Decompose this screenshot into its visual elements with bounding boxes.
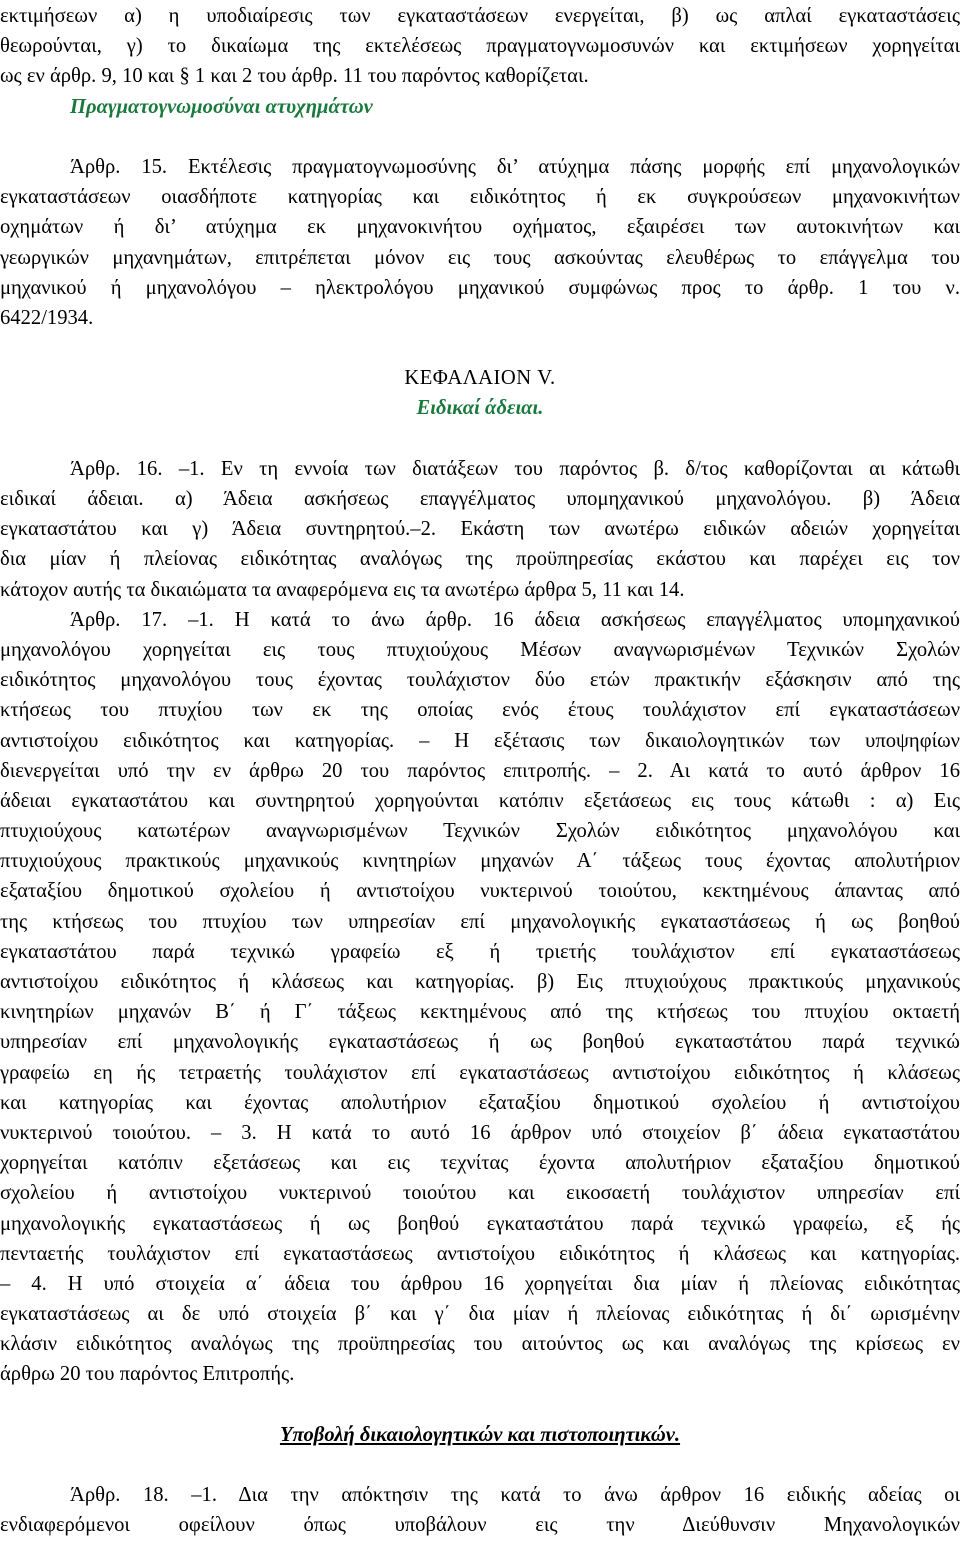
text-line: Άρθρ. 16. –1. Εν τη εννοία των διατάξεων του παρόντος β. δ/τος καθορίζονται αι κάτωθι xyxy=(70,457,960,480)
text-line: άδειαι εγκαταστάτου και συντηρητού χορηγούνται κατόπιν εξετάσεως εις τους κάτωθι : α) Εις xyxy=(0,789,960,812)
text-line: εγκαταστάτου και γ) Άδεια συντηρητού.–2. Εκάστη των ανωτέρω ειδικών αδειών χορηγείται xyxy=(0,518,960,541)
text-line: εγκαταστάτου παρά τεχνικώ γραφείω εξ ή τριετής τουλάχιστον επί εγκαταστάσεως xyxy=(0,940,960,963)
text-line: δια μίαν ή πλείονας ειδικότητας αναλόγως της προϋπηρεσίας εκάστου και παρέχει εις τον xyxy=(0,548,960,571)
text-line: μηχανικού ή μηχανολόγου – ηλεκτρολόγου μηχανικού συμφώνως προς το άρθρ. 1 του ν. xyxy=(0,276,960,299)
text-line: πτυχιούχους κατωτέρων αναγνωρισμένων Τεχνικών Σχολών ειδικότητος μηχανολόγου και xyxy=(0,820,960,843)
text-line: Άρθρ. 18. –1. Δια την απόκτησιν της κατά το άνω άρθρον 16 ειδικής αδείας οι xyxy=(70,1484,960,1507)
blank-line xyxy=(0,122,960,152)
text-line: πενταετής τουλάχιστον επί εγκαταστάσεως αντιστοίχου ειδικότητος ή κλάσεως και κατηγορίας. xyxy=(0,1242,960,1265)
text-line: πτυχιούχους πρακτικούς μηχανικούς κινητηρίων μηχανών Α΄ τάξεως τους έχοντας απολυτήριον xyxy=(0,850,960,873)
text-line: 6422/1934. xyxy=(0,306,94,329)
text-line: εξαταξίου δημοτικού σχολείου ή αντιστοίχου νυκτερινού τοιούτου, κεκτημένους άπαντας από xyxy=(0,880,960,903)
text-line: της κτήσεως του πτυχίου των υπηρεσίαν επί μηχανολογικής εγκαταστάσεως ή ως βοηθού xyxy=(0,910,960,933)
text-line: εγκαταστάσεως αι δε υπό στοιχεία β΄ και γ΄ δια μίαν ή πλείονας ειδικότητας ή δι΄ ωρισμένην xyxy=(0,1303,960,1326)
text-line: χορηγείται κατόπιν εξετάσεως και εις τεχνίτας έχοντα απολυτήριον εξαταξίου δημοτικού xyxy=(0,1152,960,1175)
blank-line xyxy=(0,1390,960,1420)
text-line: ΚΕΦΑΛΑΙΟΝ V. xyxy=(404,367,556,390)
text-line: θεωρούνται, γ) το δικαίωμα της εκτελέσεως πραγματογνωμοσυνών και εκτιμήσεων χορηγείται xyxy=(0,35,960,58)
text-line: κινητηρίων μηχανών Β΄ ή Γ΄ τάξεως κεκτημένους από της κτήσεως του πτυχίου οκταετή xyxy=(0,1001,960,1024)
text-line: ειδικαί άδειαι. α) Άδεια ασκήσεως επαγγέλματος υπομηχανικού μηχανολόγου. β) Άδεια xyxy=(0,488,960,510)
text-line: νυκτερινού τοιούτου. – 3. Η κατά το αυτό 16 άρθρον υπό στοιχείον β΄ άδεια εγκαταστάτου xyxy=(0,1121,960,1144)
blank-line xyxy=(0,424,960,454)
text-line: κλάσιν ειδικότητος αναλόγως της προϋπηρεσίας του αιτούντος ως και αναλόγως της κρίσεως εν xyxy=(0,1333,960,1356)
text-line: διενεργείται υπό την εν άρθρω 20 του παρόντος επιτροπής. – 2. Αι κατά το αυτό άρθρον 16 xyxy=(0,759,960,782)
text-line: γραφείω εη ής τετραετής τουλάχιστον επί εγκαταστάσεως αντιστοίχου ειδικότητος ή κλάσεως xyxy=(0,1061,960,1084)
text-line: – 4. Η υπό στοιχεία α΄ άδεια του άρθρου 16 χορηγείται δια μίαν ή πλείονας ειδικότητας xyxy=(0,1272,960,1295)
blank-line xyxy=(0,333,960,363)
text-line: ειδικότητος μηχανολόγου τους έχοντας τουλάχιστον δύο ετών πρακτικήν εξάσκησιν από της xyxy=(0,669,960,692)
text-line: σχολείου ή αντιστοίχου νυκτερινού τοιούτου και εικοσαετή τουλάχιστον υπηρεσίαν επί xyxy=(0,1182,960,1205)
text-line: κάτοχον αυτής τα δικαιώματα τα αναφερόμενα εις τα ανωτέρω άρθρα 5, 11 και 14. xyxy=(0,578,685,601)
text-line: ενδιαφερόμενοι οφείλουν όπως υποβάλουν εις την Διεύθυνσιν Μηχανολογικών xyxy=(0,1514,960,1537)
text-line: Ειδικαί άδειαι. xyxy=(416,397,544,420)
text-line: αντιστοίχου ειδικότητος και κατηγορίας. – Η εξέτασις των δικαιολογητικών των υποψηφίων xyxy=(0,729,960,752)
text-line: Υποβολή δικαιολογητικών και πιστοποιητικών. xyxy=(279,1423,681,1446)
text-line: μηχανολόγου χορηγείται εις τους πτυχιούχους Μέσων αναγνωρισμένων Τεχνικών Σχολών xyxy=(0,638,960,661)
text-line: Πραγματογνωμοσύναι ατυχημάτων xyxy=(70,95,373,118)
text-line: Άρθρ. 15. Εκτέλεσις πραγματογνωμοσύνης δι’ ατύχημα πάσης μορφής επί μηχανολογικών xyxy=(70,155,960,178)
text-line: Άρθρ. 17. –1. Η κατά το άνω άρθρ. 16 άδεια ασκήσεως επαγγέλματος υπομηχανικού xyxy=(70,608,960,631)
text-line: ως εν άρθρ. 9, 10 και § 1 και 2 του άρθρ. 11 του παρόντος καθορίζεται. xyxy=(0,65,589,88)
text-line: αντιστοίχου ειδικότητος ή κλάσεως και κατηγορίας. β) Εις πτυχιούχους πρακτικούς μηχανικούς xyxy=(0,971,960,993)
text-line: και κατηγορίας και έχοντας απολυτήριον εξαταξίου δημοτικού σχολείου ή αντιστοίχου xyxy=(0,1091,960,1114)
text-line: εγκαταστάσεων οιασδήποτε κατηγορίας και ειδικότητος ή εκ συγκρούσεων μηχανοκινήτων xyxy=(0,186,960,209)
text-line: οχημάτων ή δι’ ατύχημα εκ μηχανοκινήτου οχήματος, εξαιρέσει των αυτοκινήτων και xyxy=(0,216,960,239)
text-line: μηχανολογικής εγκαταστάσεως ή ως βοηθού εγκαταστάτου παρά τεχνικώ γραφείω, εξ ής xyxy=(0,1212,960,1235)
text-line: άρθρω 20 του παρόντος Επιτροπής. xyxy=(0,1363,295,1386)
text-line: εκτιμήσεων α) η υποδιαίρεσις των εγκαταστάσεων ενεργείται, β) ως απλαί εγκαταστάσεις xyxy=(0,5,960,27)
blank-line xyxy=(0,1450,960,1480)
text-line: κτήσεως του πτυχίου των εκ της οποίας ενός έτους τουλάχιστον επί εγκαταστάσεων xyxy=(0,699,960,722)
text-line: γεωργικών μηχανημάτων, επιτρέπεται μόνον εις τους ασκούντας ελευθέρως το επάγγελμα του xyxy=(0,246,960,269)
text-line: υπηρεσίαν επί μηχανολογικής εγκαταστάσεως ή ως βοηθού εγκαταστάτου παρά τεχνικώ xyxy=(0,1031,960,1054)
